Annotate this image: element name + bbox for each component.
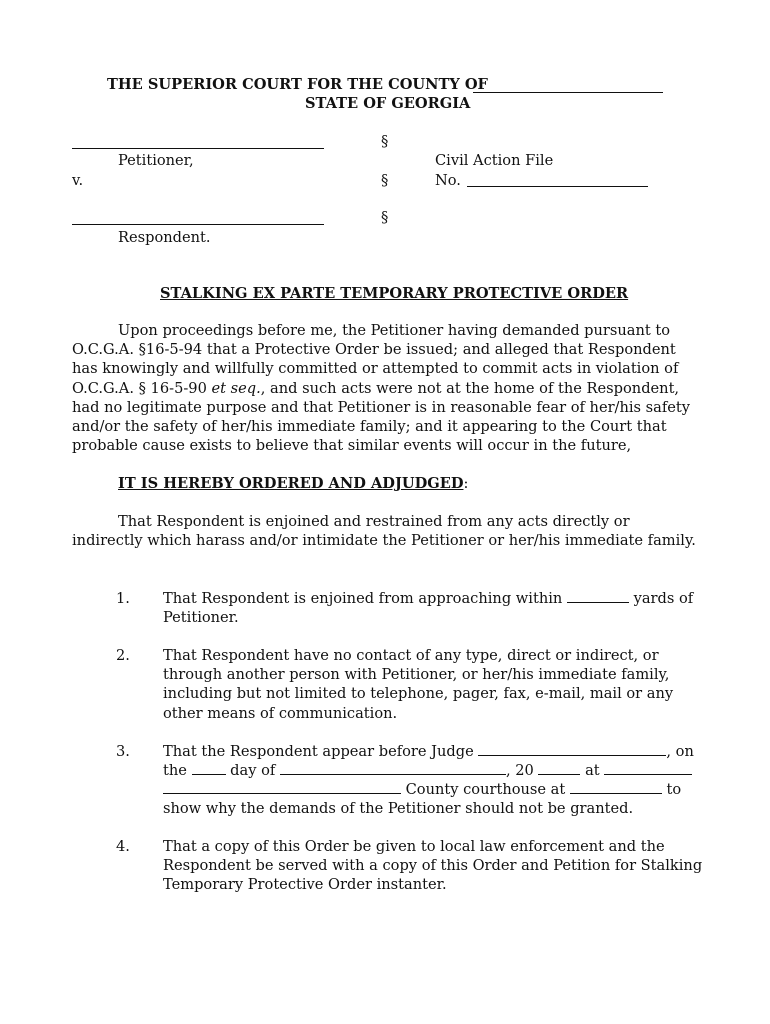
intro-text-b: , and such acts were not at the home of the Respondent, had no legitimate purpose and that Petitioner is in reasonable fear of her/his safety and/or the safety of her/his immediate family; and it appearing to the Court that probable cause exists to believe that similar events will occur in the future, — [72, 379, 691, 455]
judge-blank[interactable] — [478, 742, 666, 756]
petitioner-label: Petitioner, — [118, 152, 194, 169]
item-3-text-d: day of — [225, 762, 280, 779]
item-3-line-1 — [163, 742, 694, 761]
item-2-number: 2. — [116, 647, 130, 664]
item-3-number: 3. — [116, 743, 130, 760]
case-number-label: No. — [435, 172, 461, 189]
item-3-text-h: to — [661, 781, 682, 798]
intro-paragraph — [72, 321, 700, 455]
item-3-text-g: County courthouse at — [401, 781, 570, 798]
item-3-line-2 — [163, 761, 692, 780]
item-3-line-4: show why the demands of the Petitioner should not be granted. — [163, 800, 634, 817]
respondent-label: Respondent. — [118, 229, 211, 246]
state-heading: STATE OF GEORGIA — [305, 95, 471, 112]
order-heading-colon: : — [463, 475, 469, 492]
versus-label: v. — [72, 172, 84, 189]
item-3-line-3 — [163, 780, 681, 799]
section-mark-2: § — [381, 172, 389, 189]
county-blank[interactable] — [473, 92, 663, 93]
order-heading-line — [118, 474, 468, 493]
item-1-text-a: That Respondent is enjoined from approaching within — [163, 590, 567, 607]
order-title: STALKING EX PARTE TEMPORARY PROTECTIVE ORDER — [160, 285, 629, 302]
item-1-number: 1. — [116, 590, 130, 607]
item-3-text-a: That the Respondent appear before Judge — [163, 743, 479, 760]
restraint-paragraph: That Respondent is enjoined and restrained from any acts directly or indirectly which harass and/or intimidate the Petitioner or her/his immediate family. — [72, 513, 696, 550]
courthouse-time-blank[interactable] — [570, 780, 662, 794]
item-4-text: That a copy of this Order be given to local law enforcement and the Respondent be served with a copy of this Order and Petition for Stalking Temporary Protective Order instanter. — [163, 838, 703, 894]
year-blank[interactable] — [538, 761, 580, 775]
section-mark-1: § — [381, 133, 389, 150]
intro-emphasis: et seq. — [211, 379, 261, 397]
county-courthouse-blank[interactable] — [163, 780, 401, 794]
item-1-text — [163, 589, 703, 627]
month-blank[interactable] — [280, 761, 506, 775]
order-heading: IT IS HEREBY ORDERED AND ADJUDGED — [118, 475, 464, 492]
case-number-blank[interactable] — [467, 186, 648, 187]
time-blank[interactable] — [604, 761, 692, 775]
item-1-text-b: yards of Petitioner. — [163, 590, 694, 627]
intro-text-a: Upon proceedings before me, the Petitioner having demanded pursuant to O.C.G.A. §16-5-94 that a Protective Order be issued; and alleged that Respondent has knowingly and willfully committed or attempted to commit acts in violation of O.C.G.A. § 16-5-90 — [72, 322, 679, 397]
yards-blank[interactable] — [567, 589, 629, 603]
civil-action-label: Civil Action File — [435, 152, 554, 169]
item-3-text-e: , 20 — [505, 762, 539, 779]
item-3-text-b: , on — [666, 743, 694, 760]
section-mark-3: § — [381, 209, 389, 226]
item-2-text: That Respondent have no contact of any type, direct or indirect, or through another person with Petitioner, or her/his immediate family, including but not limited to telephone, pager, fax, e-mail, mail or any other means of communication. — [163, 647, 674, 722]
day-blank[interactable] — [192, 761, 226, 775]
item-3-text-c: the — [163, 762, 192, 779]
petitioner-name-blank[interactable] — [72, 148, 324, 149]
item-3-text-f: at — [580, 762, 605, 779]
item-4-number: 4. — [116, 838, 130, 855]
court-heading: THE SUPERIOR COURT FOR THE COUNTY OF — [107, 76, 488, 93]
respondent-name-blank[interactable] — [72, 224, 324, 225]
